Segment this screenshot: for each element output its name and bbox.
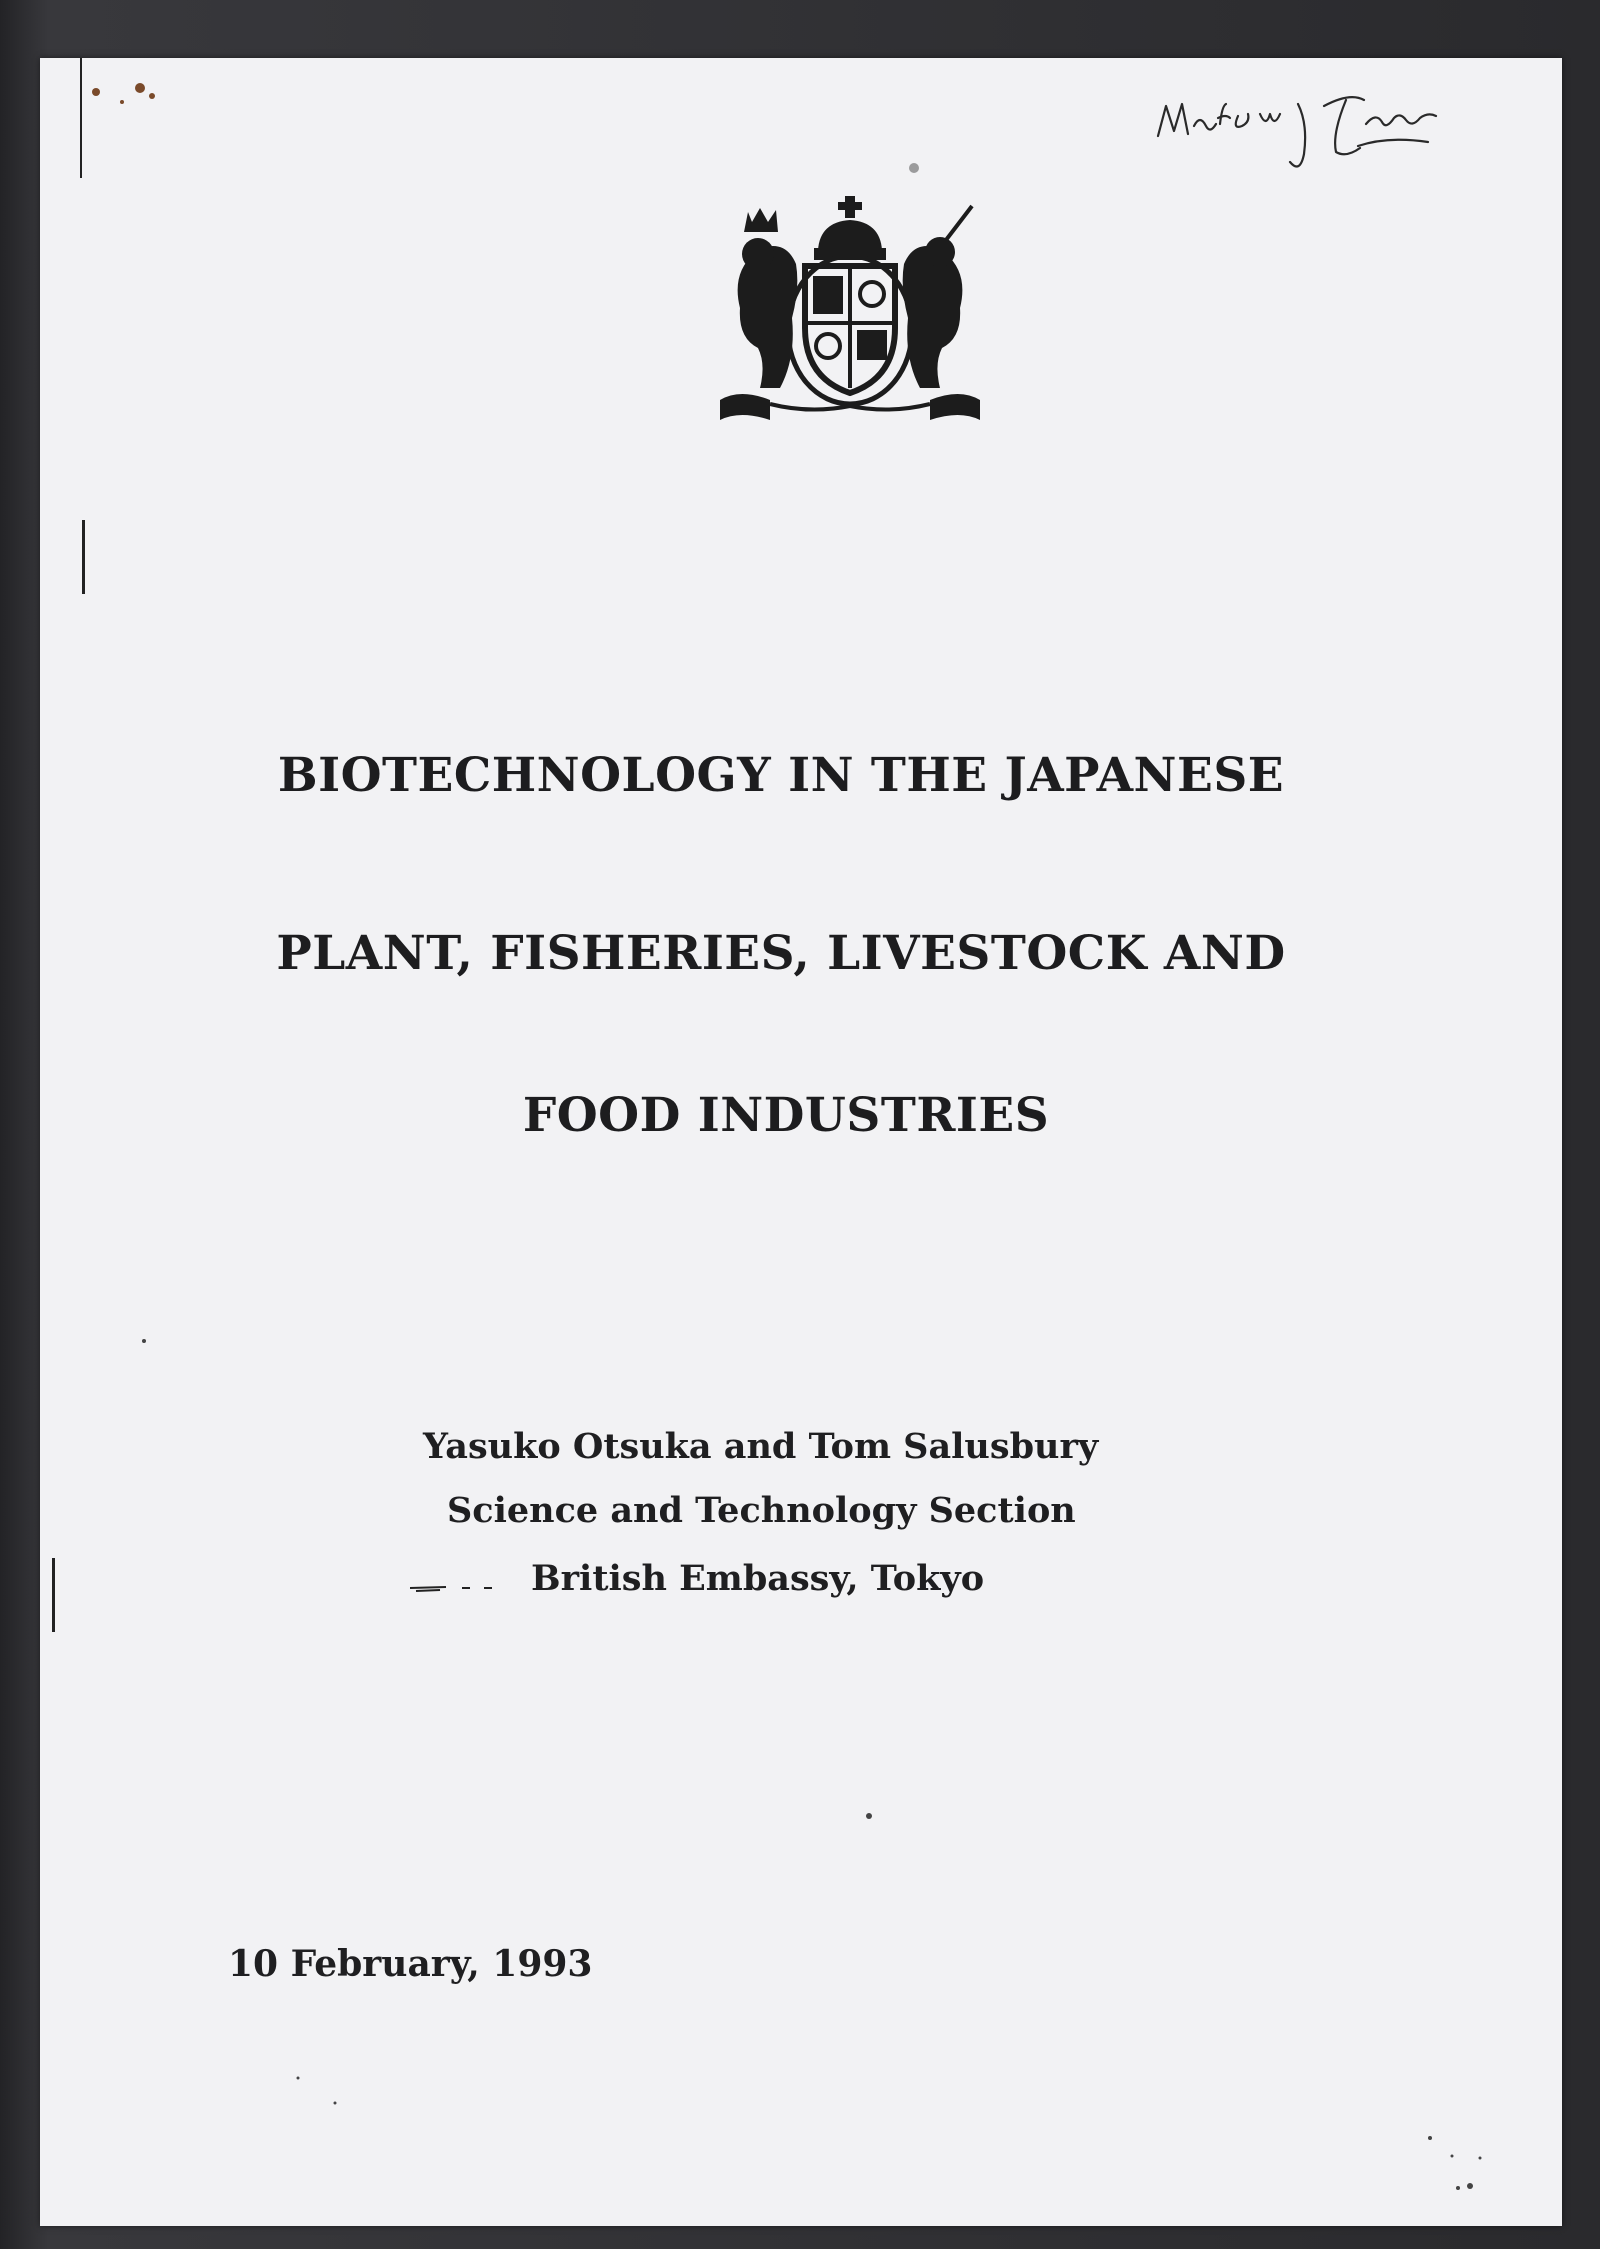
section-name: Science and Technology Section (447, 1490, 1076, 1531)
organisation: British Embassy, Tokyo (531, 1558, 985, 1599)
left-edge-mark-lower (52, 1558, 55, 1632)
left-edge-mark-middle (82, 520, 85, 594)
ink-dash-marks (410, 1582, 530, 1594)
document-page (40, 58, 1562, 2226)
title-line-1: BIOTECHNOLOGY IN THE JAPANESE (277, 748, 1285, 803)
authors: Yasuko Otsuka and Tom Salusbury (423, 1426, 1099, 1467)
handwritten-signature (1148, 76, 1478, 186)
title-line-2: PLANT, FISHERIES, LIVESTOCK AND (276, 926, 1286, 981)
left-edge-mark-top (80, 58, 82, 178)
royal-coat-of-arms-emblem (700, 188, 1000, 428)
title-line-3: FOOD INDUSTRIES (522, 1088, 1050, 1143)
document-date: 10 February, 1993 (228, 1943, 593, 1985)
